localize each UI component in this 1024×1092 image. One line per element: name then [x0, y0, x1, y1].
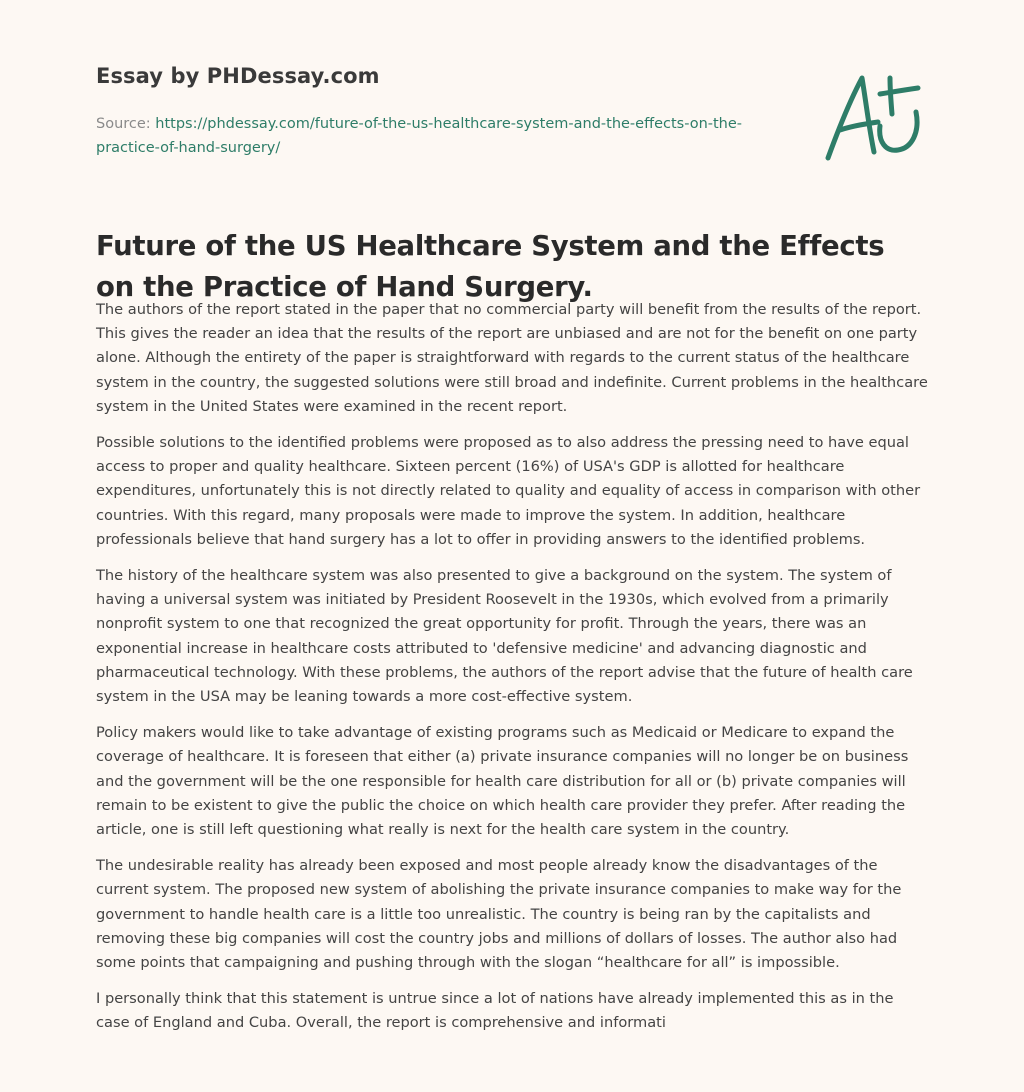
- source-line: [96, 112, 756, 160]
- essay-paragraph: Policy makers would like to take advantage of existing programs such as Medicaid or Medicare to expand the coverage of healthcare. It is foreseen that either (a) private insurance companies will no longer be on business and the government will be the one responsible for health care distribution for all or (b) private companies will remain to be existent to give the public the choice on which health care provider they prefer. After reading the article, one is still left questioning what really is next for the health care system in the country.: [96, 724, 909, 839]
- essay-paragraph: The history of the healthcare system was also presented to give a background on the system. The system of having a universal system was initiated by President Roosevelt in the 1930s, which evolved from a primarily nonprofit system to one that recognized the great opportunity for profit. Through the years, there was an exponential increase in healthcare costs attributed to 'defensive medicine' and advancing diagnostic and pharmaceutical technology. With these problems, the authors of the report advise that the future of health care system in the USA may be leaning towards a more cost-effective system.: [96, 567, 913, 706]
- source-link[interactable]: https://phdessay.com/future-of-the-us-healthcare-system-and-the-effects-on-the-practice-of-hand-surgery/: [96, 116, 743, 156]
- essay-paragraph: I personally think that this statement is untrue since a lot of nations have already implemented this as in the case of England and Cuba. Overall, the report is comprehensive and informati: [96, 990, 894, 1032]
- a-plus-logo-icon: [822, 66, 926, 166]
- essay-paragraph: The authors of the report stated in the paper that no commercial party will benefit from the results of the report. This gives the reader an idea that the results of the report are unbiased and are not for the benefit on one party alone. Although the entirety of the paper is straightforward with regards to the current status of the healthcare system in the country, the suggested solutions were still broad and indefinite. Current problems in the healthcare system in the United States were examined in the recent report.: [96, 301, 928, 415]
- essay-title: Future of the US Healthcare System and the Effects on the Practice of Hand Surgery.: [96, 230, 885, 303]
- essay-body: [96, 298, 930, 1048]
- site-brand: Essay by PHDessay.com: [96, 64, 380, 88]
- essay-paragraph: The undesirable reality has already been exposed and most people already know the disadvantages of the current system. The proposed new system of abolishing the private insurance companies to make way for the government to handle health care is a little too unrealistic. The country is being ran by the capitalists and removing these big companies will cost the country jobs and millions of dollars of losses. The author also had some points that campaigning and pushing through with the slogan “healthcare for all” is impossible.: [96, 857, 902, 972]
- essay-paragraph: Possible solutions to the identified problems were proposed as to also address the pressing need to have equal access to proper and quality healthcare. Sixteen percent (16%) of USA's GDP is allotted for healthcare expenditures, unfortunately this is not directly related to quality and equality of access in comparison with other countries. With this regard, many proposals were made to improve the system. In addition, healthcare professionals believe that hand surgery has a lot to offer in providing answers to the identified problems.: [96, 434, 921, 548]
- source-label: Source:: [96, 116, 151, 132]
